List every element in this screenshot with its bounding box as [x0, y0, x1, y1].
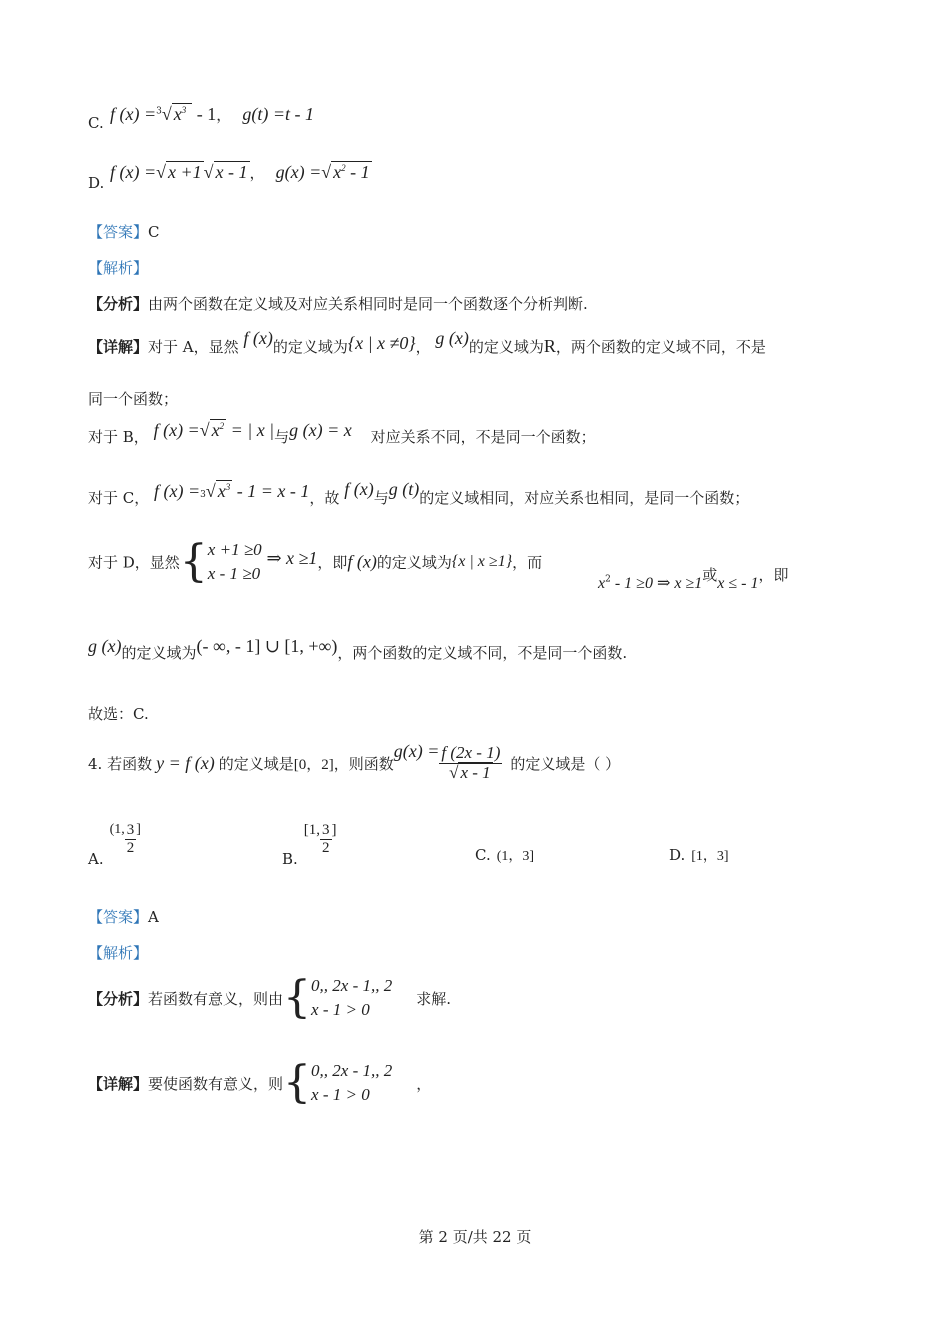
detail-3-b: 对于 B， f (x) =√ $x^2$ = | x |与g (x) = x 对应关系不同，不是同一个函数； — [88, 420, 596, 446]
detail-3-c: 对于 C， f (x) =$^3$√ $x^3 - 1 = x - 1$，故 f (x)与g (t)的定义域相同，对应关系也相同，是同一个函数； — [88, 479, 750, 507]
question-4: 4. 若函数 y = f (x) 的定义域是 [0，2] ，则函数 g(x) = $\frac{f (2x - 1)}{√ x - 1}$ 的定义域是（ ） — [88, 740, 621, 782]
option-c-formula: f (x) =$^3$√ $x^3 - 1$， g(t) =t - 1 — [110, 104, 314, 124]
q4-option-a: A. (1, $\frac{3}{2}$ ] — [88, 822, 141, 868]
detail-3-d-ineq: $x^2 - 1 \ge 0$ ⇒ x ≥1或x ≤ - 1，即 — [598, 566, 789, 592]
q4-option-d: D. [1，3] — [669, 846, 729, 864]
analysis-3-tag: 【解析】 — [88, 259, 149, 277]
option-c-label: C. — [88, 114, 104, 132]
detail-3-a-cont: 同一个函数； — [88, 390, 179, 408]
detail-3-a: 【详解】对于 A，显然 f (x)的定义域为{x | x ≠0}， g (x)的定义域为R，两个函数的定义域不同，不是 — [88, 328, 766, 356]
choice-3: 故选：C. — [88, 705, 149, 723]
detail-3-d: 对于 D，显然{ x +1 ≥0 x - 1 ≥0 ⇒ x ≥1，即f (x)的定义域为{x | x ≥1}，而 — [88, 536, 543, 587]
q4-option-b: B. [1, $\frac{3}{2}$ ] — [282, 822, 337, 868]
option-d-formula: f (x) =√ x +1 √ x - 1 ， g(x) =√ $x^2 - 1$ — [110, 162, 370, 182]
option-d-label: D. — [88, 174, 105, 192]
page-footer: 第 2 页/共 22 页 — [418, 1228, 532, 1246]
detail-4: 【详解】 要使函数有意义，则 { 0,, 2x - 1,, 2 x - 1 > 0 ， — [88, 1057, 432, 1108]
detail-3-e: g (x)的定义域为(- ∞, - 1] ∪ [1, +∞)，两个函数的定义域不同，不是同一个函数. — [88, 636, 628, 662]
answer-4: 【答案】A — [88, 908, 159, 926]
analysis-3-summary: 【分析】由两个函数在定义域及对应关系相同时是同一个函数逐个分析判断. — [88, 295, 588, 313]
answer-3: 【答案】C — [88, 223, 160, 241]
analysis-4-tag: 【解析】 — [88, 944, 149, 962]
q4-option-c: C. (1，3] — [475, 846, 535, 864]
analysis-4-summary: 【分析】 若函数有意义，则由 { 0,, 2x - 1,, 2 x - 1 > 0 求解. — [88, 972, 452, 1023]
